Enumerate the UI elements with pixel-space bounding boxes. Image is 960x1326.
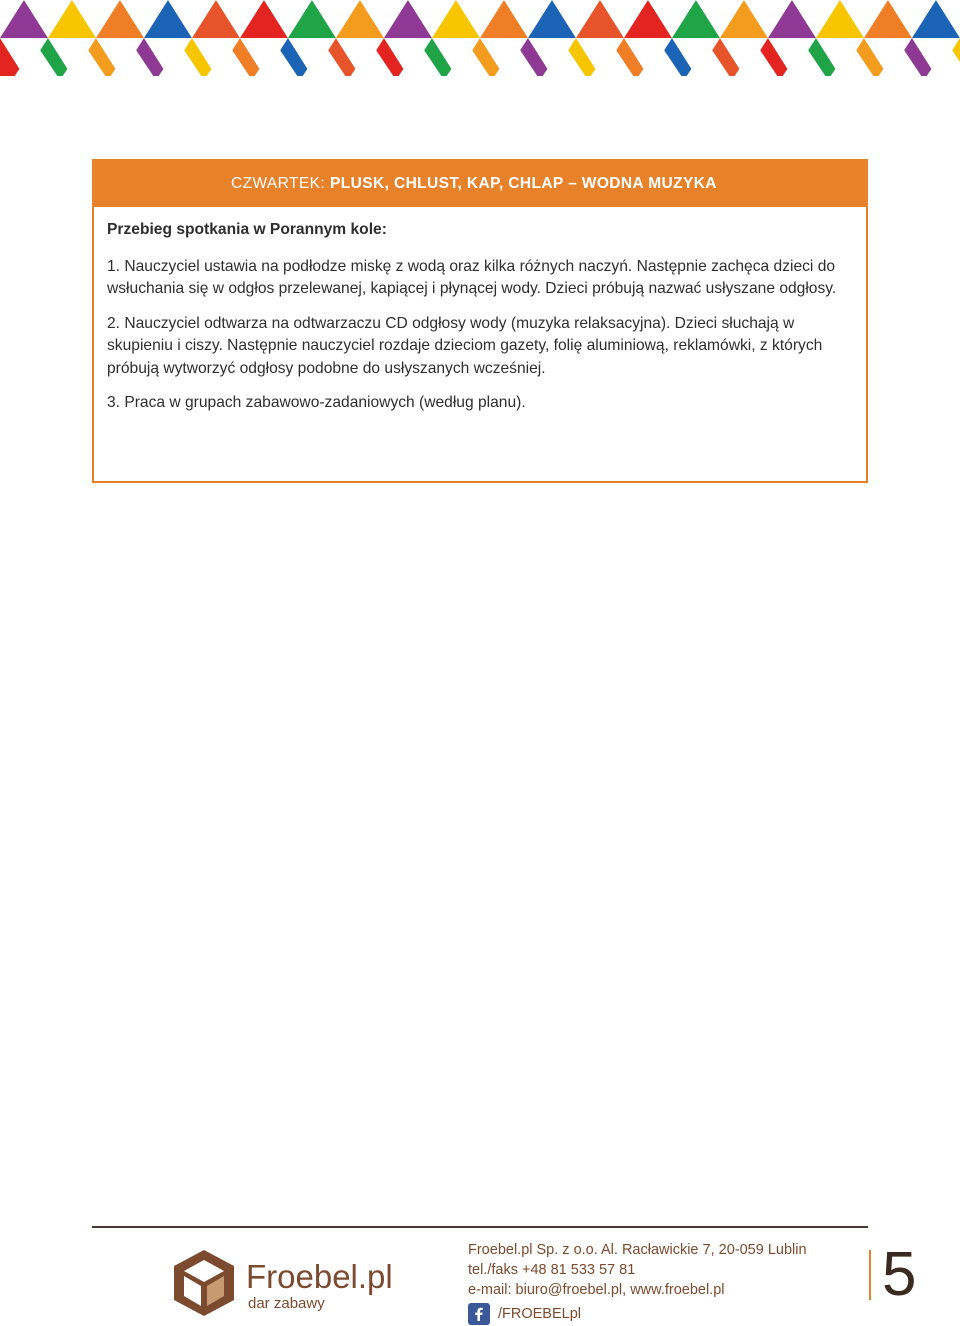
froebel-logo [172, 1248, 412, 1318]
cube-logo-icon [174, 1250, 234, 1316]
footer-divider [92, 1226, 868, 1228]
contact-phone: tel./faks +48 81 533 57 81 [468, 1262, 636, 1278]
logo-name: Froebel.pl [246, 1258, 393, 1295]
box-title-day: CZWARTEK: [231, 175, 326, 192]
activity-box [92, 159, 868, 483]
contact-address: Froebel.pl Sp. z o.o. Al. Racławickie 7, 20-059 Lublin [468, 1242, 807, 1258]
paragraph-2: 2. Nauczyciel odtwarza na odtwarzaczu CD odgłosy wody (muzyka relaksacyjna). Dzieci słuchają w skupieniu i ciszy. Następnie nauczyciel rozdaje dzieciom gazety, folię aluminiową, reklamówki, z których próbują wytworzyć odgłosy podobne do usłyszanych wcześniej. [107, 314, 823, 377]
facebook-handle: /FROEBELpl [498, 1306, 581, 1322]
box-title [94, 161, 866, 207]
page-number: 5 [882, 1240, 917, 1309]
triangle-banner [0, 0, 960, 80]
box-title-main: PLUSK, CHLUST, KAP, CHLAP – WODNA MUZYKA [330, 175, 717, 192]
box-body [94, 207, 866, 415]
contact-info [468, 1240, 828, 1325]
facebook-icon [468, 1303, 490, 1325]
box-heading: Przebieg spotkania w Porannym kole: [107, 221, 387, 238]
page-number-separator [869, 1250, 871, 1300]
facebook-link[interactable] [468, 1303, 828, 1325]
paragraph-3: 3. Praca w grupach zabawowo-zadaniowych (według planu). [107, 394, 526, 411]
logo-tagline: dar zabawy [248, 1295, 325, 1312]
contact-email[interactable]: e-mail: biuro@froebel.pl, www.froebel.pl [468, 1282, 725, 1298]
paragraph-1: 1. Nauczyciel ustawia na podłodze miskę z wodą oraz kilka różnych naczyń. Następnie zachęca dzieci do wsłuchania się w odgłos przelewanej, kapiącej i płynącej wody. Dzieci próbują nazwać usłyszane odgłosy. [107, 257, 837, 297]
